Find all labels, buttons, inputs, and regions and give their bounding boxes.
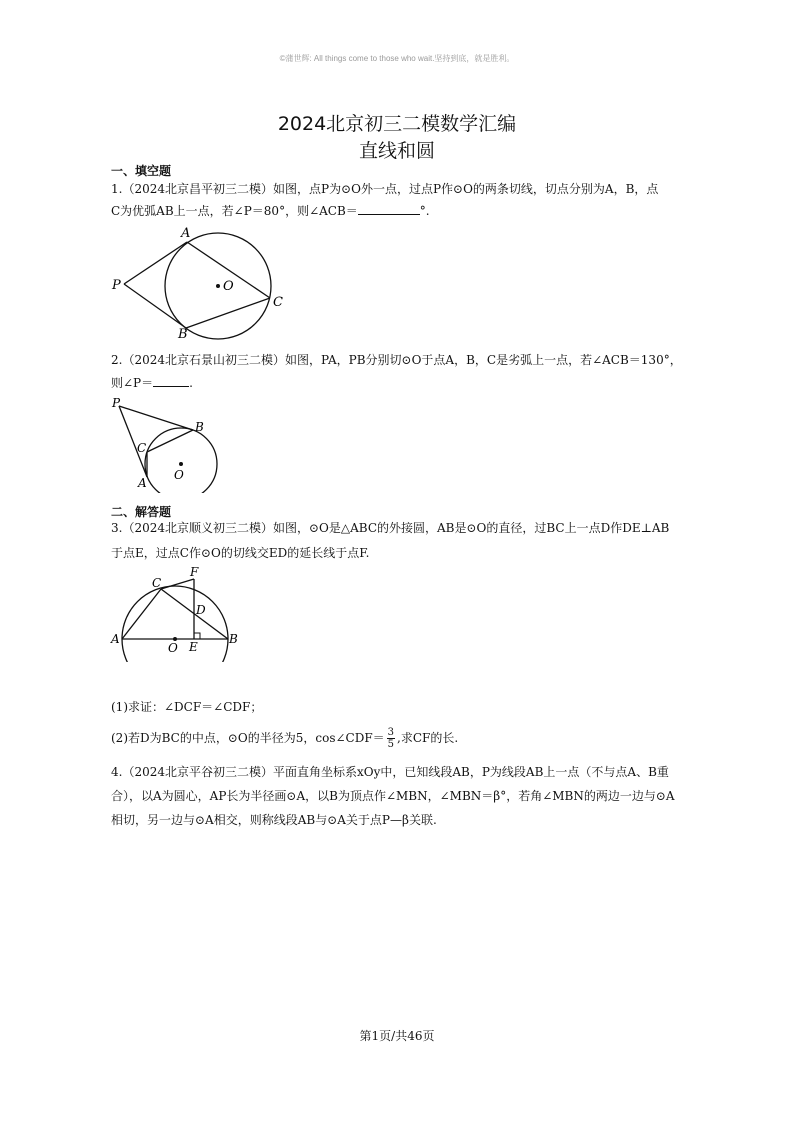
page-number-footer: 第1页/共46页 bbox=[359, 1029, 435, 1043]
q1-line2-end: °. bbox=[419, 204, 430, 218]
q1-label-p: P bbox=[112, 278, 121, 293]
q1-label-c: C bbox=[273, 295, 283, 310]
q3-label-a: A bbox=[111, 632, 120, 646]
q4-line1: 4.（2024北京平谷初三二模）平面直角坐标系xOy中，已知线段AB，P为线段AB上一点（不与点A、B重 bbox=[111, 765, 669, 779]
q1-tangent-pa bbox=[124, 242, 187, 284]
q3-label-f: F bbox=[190, 565, 199, 579]
q2-line2-text: 则∠P＝ bbox=[111, 376, 154, 390]
q2-line2 bbox=[111, 374, 193, 391]
q2-label-p: P bbox=[112, 396, 121, 410]
q3-label-c: C bbox=[152, 576, 162, 590]
section-solve: 二、解答题 bbox=[111, 505, 172, 519]
q3-line1: 3.（2024北京顺义初三二模）如图，⊙O是△ABC的外接圆，AB是⊙O的直径，过BC上一点D作DE⊥AB bbox=[111, 521, 670, 535]
section-fill-in-blank: 一、填空题 bbox=[111, 164, 172, 178]
q2-center-dot bbox=[179, 462, 183, 466]
q4-line2: 合），以A为圆心，AP长为半径画⊙A，以B为顶点作∠MBN，∠MBN＝β°，若角∠MBN的两边一边与⊙A bbox=[111, 789, 675, 803]
q4-line3: 相切，另一边与⊙A相交，则称线段AB与⊙A关于点P—β关联. bbox=[111, 813, 437, 827]
q1-chord-bc bbox=[186, 298, 270, 328]
q3-right-angle-mark bbox=[194, 633, 200, 639]
q2-answer-blank[interactable] bbox=[153, 374, 189, 387]
q1-line2 bbox=[111, 202, 430, 219]
document-title: 2024北京初三二模数学汇编 bbox=[277, 113, 517, 135]
q2-tangent-pb bbox=[119, 406, 193, 430]
q1-tangent-pb bbox=[124, 284, 186, 328]
q1-answer-blank[interactable] bbox=[358, 202, 420, 215]
q3-figure bbox=[105, 562, 245, 662]
watermark: ©蒲世辉: All things come to those who wait.坚持到底，就是胜利。 bbox=[279, 54, 515, 63]
q3-fraction bbox=[387, 727, 395, 750]
document-subtitle: 直线和圆 bbox=[358, 140, 435, 162]
q2-label-c: C bbox=[137, 441, 147, 455]
q3-label-d: D bbox=[196, 603, 206, 617]
q1-label-b: B bbox=[178, 327, 188, 342]
q1-figure bbox=[105, 222, 305, 342]
q1-line1: 1.（2024北京昌平初三二模）如图，点P为⊙O外一点，过点P作⊙O的两条切线，切点分别为A，B，点 bbox=[111, 182, 659, 196]
q3-fraction-denominator: 5 bbox=[387, 739, 395, 750]
q2-label-b: B bbox=[195, 420, 204, 434]
q2-circle bbox=[145, 428, 217, 493]
q1-line2-text: C为优弧AB上一点，若∠P＝80°，则∠ACB＝ bbox=[111, 204, 358, 218]
q3-label-b: B bbox=[229, 632, 238, 646]
q2-label-a: A bbox=[138, 476, 147, 490]
q3-label-o: O bbox=[168, 641, 178, 655]
q3-line2: 于点E，过点C作⊙O的切线交ED的延长线于点F. bbox=[111, 546, 370, 560]
q1-center-dot bbox=[216, 284, 220, 288]
q3-label-e: E bbox=[189, 640, 198, 654]
q3-fraction-numerator: 3 bbox=[387, 727, 395, 738]
q2-figure bbox=[105, 393, 230, 493]
q2-line2-end: . bbox=[189, 376, 193, 390]
q2-label-o: O bbox=[174, 468, 184, 482]
q1-label-a: A bbox=[181, 226, 191, 241]
q2-line1: 2.（2024北京石景山初三二模）如图，PA，PB分别切⊙O于点A，B，C是劣弧上一点，若∠ACB＝130°， bbox=[111, 353, 682, 367]
q3-sub2-text: (2)若D为BC的中点，⊙O的半径为5，cos∠CDF＝ bbox=[111, 731, 385, 745]
q1-label-o: O bbox=[223, 279, 234, 294]
q3-sub1: (1)求证：∠DCF＝∠CDF； bbox=[111, 700, 263, 714]
q3-sub2-end: ,求CF的长. bbox=[397, 731, 459, 745]
q3-sub2 bbox=[111, 724, 458, 752]
